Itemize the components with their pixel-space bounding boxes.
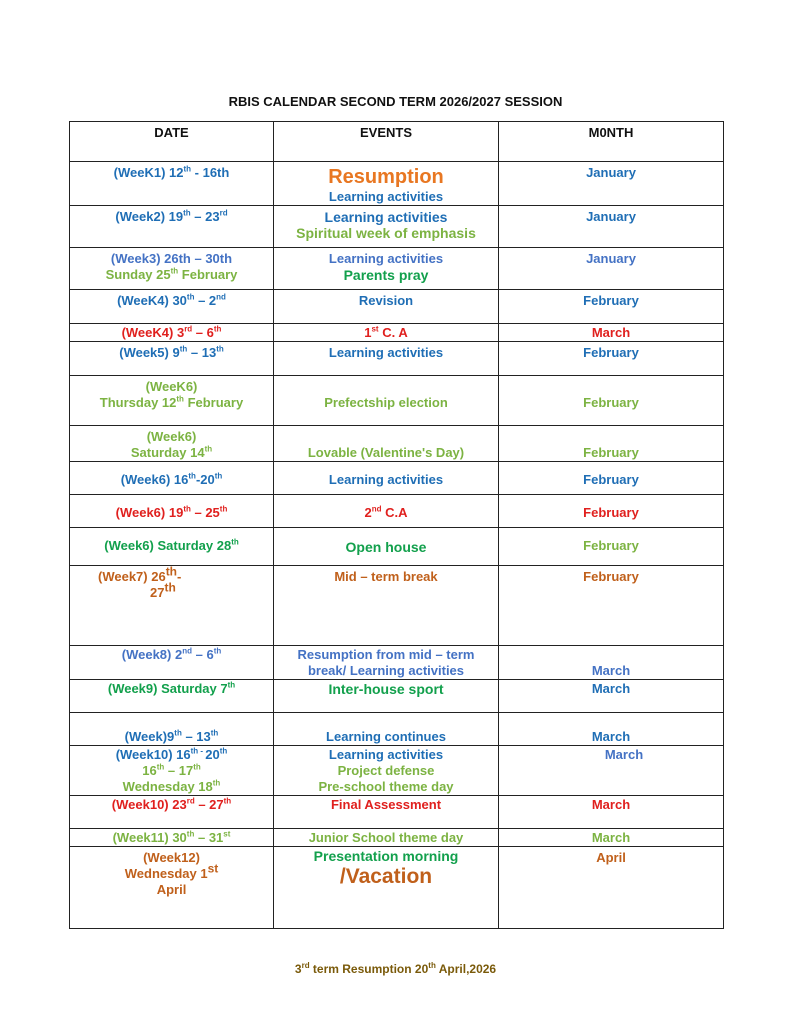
header-date: DATE	[70, 122, 274, 162]
month-cell: February	[499, 426, 724, 462]
table-row	[70, 290, 724, 324]
month-cell: February	[499, 566, 724, 646]
date-cell: (WeeK1) 12th - 16th	[70, 162, 274, 206]
table-row	[70, 462, 724, 495]
table-row	[70, 426, 724, 462]
month-cell: February	[499, 342, 724, 376]
date-cell: (Week10) $16^{th -}$ 20th 16th – 17th Wednesday 18th	[70, 746, 274, 796]
date-cell: (Week6) 16th-20th	[70, 462, 274, 495]
event-cell: Learning activities	[274, 342, 499, 376]
table-row	[70, 746, 724, 796]
month-cell: January	[499, 162, 724, 206]
table-row	[70, 206, 724, 248]
event-cell: Mid – term break	[274, 566, 499, 646]
calendar-title: RBIS CALENDAR SECOND TERM 2026/2027 SESSION	[228, 94, 563, 109]
table-row	[70, 528, 724, 566]
event-cell: Revision	[274, 290, 499, 324]
event-cell: Learning activities Parents pray	[274, 248, 499, 290]
date-cell: (Week10) 23rd – 27th	[70, 796, 274, 829]
table-row	[70, 342, 724, 376]
table-row	[70, 646, 724, 680]
month-cell: March	[499, 324, 724, 342]
date-cell: (Week6) Saturday 14th	[70, 426, 274, 462]
event-cell: Final Assessment	[274, 796, 499, 829]
footer-note: 3rd term Resumption 20th April,2026	[294, 961, 497, 976]
event-cell: Resumption Learning activities	[274, 162, 499, 206]
event-cell: Learning continues	[274, 713, 499, 746]
date-cell: (Week11) 30th – 31st	[70, 829, 274, 847]
table-row	[70, 376, 724, 426]
month-cell: March	[499, 646, 724, 680]
month-cell: March	[499, 829, 724, 847]
month-cell: March	[499, 680, 724, 713]
calendar-table	[69, 121, 724, 929]
month-cell: January	[499, 206, 724, 248]
event-cell: Presentation morning /Vacation	[274, 847, 499, 929]
table-row	[70, 324, 724, 342]
date-cell: (Week7) 26th- 27th	[70, 566, 274, 646]
table-row	[70, 248, 724, 290]
table-row	[70, 829, 724, 847]
date-cell: (Week6) 19th – 25th	[70, 495, 274, 528]
date-cell: (Week12) Wednesday 1st April	[70, 847, 274, 929]
date-cell: (WeeK4) 3rd – 6th	[70, 324, 274, 342]
event-cell: Open house	[274, 528, 499, 566]
event-cell: Resumption from mid – term break/ Learning activities	[274, 646, 499, 680]
event-cell: Lovable (Valentine's Day)	[274, 426, 499, 462]
month-cell: February	[499, 376, 724, 426]
month-cell: March	[499, 796, 724, 829]
month-cell: February	[499, 462, 724, 495]
date-cell: (Week)9th – 13th	[70, 713, 274, 746]
header-events: EVENTS	[274, 122, 499, 162]
table-header-row	[70, 122, 724, 162]
table-row	[70, 847, 724, 929]
event-cell: Learning activities Spiritual week of emphasis	[274, 206, 499, 248]
date-cell: (Week3) 26th – 30th Sunday 25th February	[70, 248, 274, 290]
date-cell: (Week8) 2nd – 6th	[70, 646, 274, 680]
date-cell: (Week9) Saturday 7th	[70, 680, 274, 713]
table-row	[70, 566, 724, 646]
event-cell: Junior School theme day	[274, 829, 499, 847]
table-row	[70, 796, 724, 829]
event-cell: Learning activities Project defense Pre-school theme day	[274, 746, 499, 796]
date-cell: (WeeK4) 30th – 2nd	[70, 290, 274, 324]
table-row	[70, 680, 724, 713]
date-cell: (Week6) Saturday 28th	[70, 528, 274, 566]
date-cell: (Week2) 19th – 23rd	[70, 206, 274, 248]
date-cell: (Week5) 9th – 13th	[70, 342, 274, 376]
date-cell: (WeeK6) Thursday 12th February	[70, 376, 274, 426]
month-cell: March	[499, 713, 724, 746]
table-row	[70, 495, 724, 528]
month-cell: February	[499, 528, 724, 566]
month-cell: April	[499, 847, 724, 929]
event-cell: Learning activities	[274, 462, 499, 495]
event-cell: Prefectship election	[274, 376, 499, 426]
table-row	[70, 162, 724, 206]
event-cell: 1st C. A	[274, 324, 499, 342]
event-cell: 2nd C.A	[274, 495, 499, 528]
event-cell: Inter-house sport	[274, 680, 499, 713]
month-cell: February	[499, 495, 724, 528]
header-month: M0NTH	[499, 122, 724, 162]
month-cell: January	[499, 248, 724, 290]
month-cell: February	[499, 290, 724, 324]
month-cell: March	[499, 746, 724, 796]
table-row	[70, 713, 724, 746]
